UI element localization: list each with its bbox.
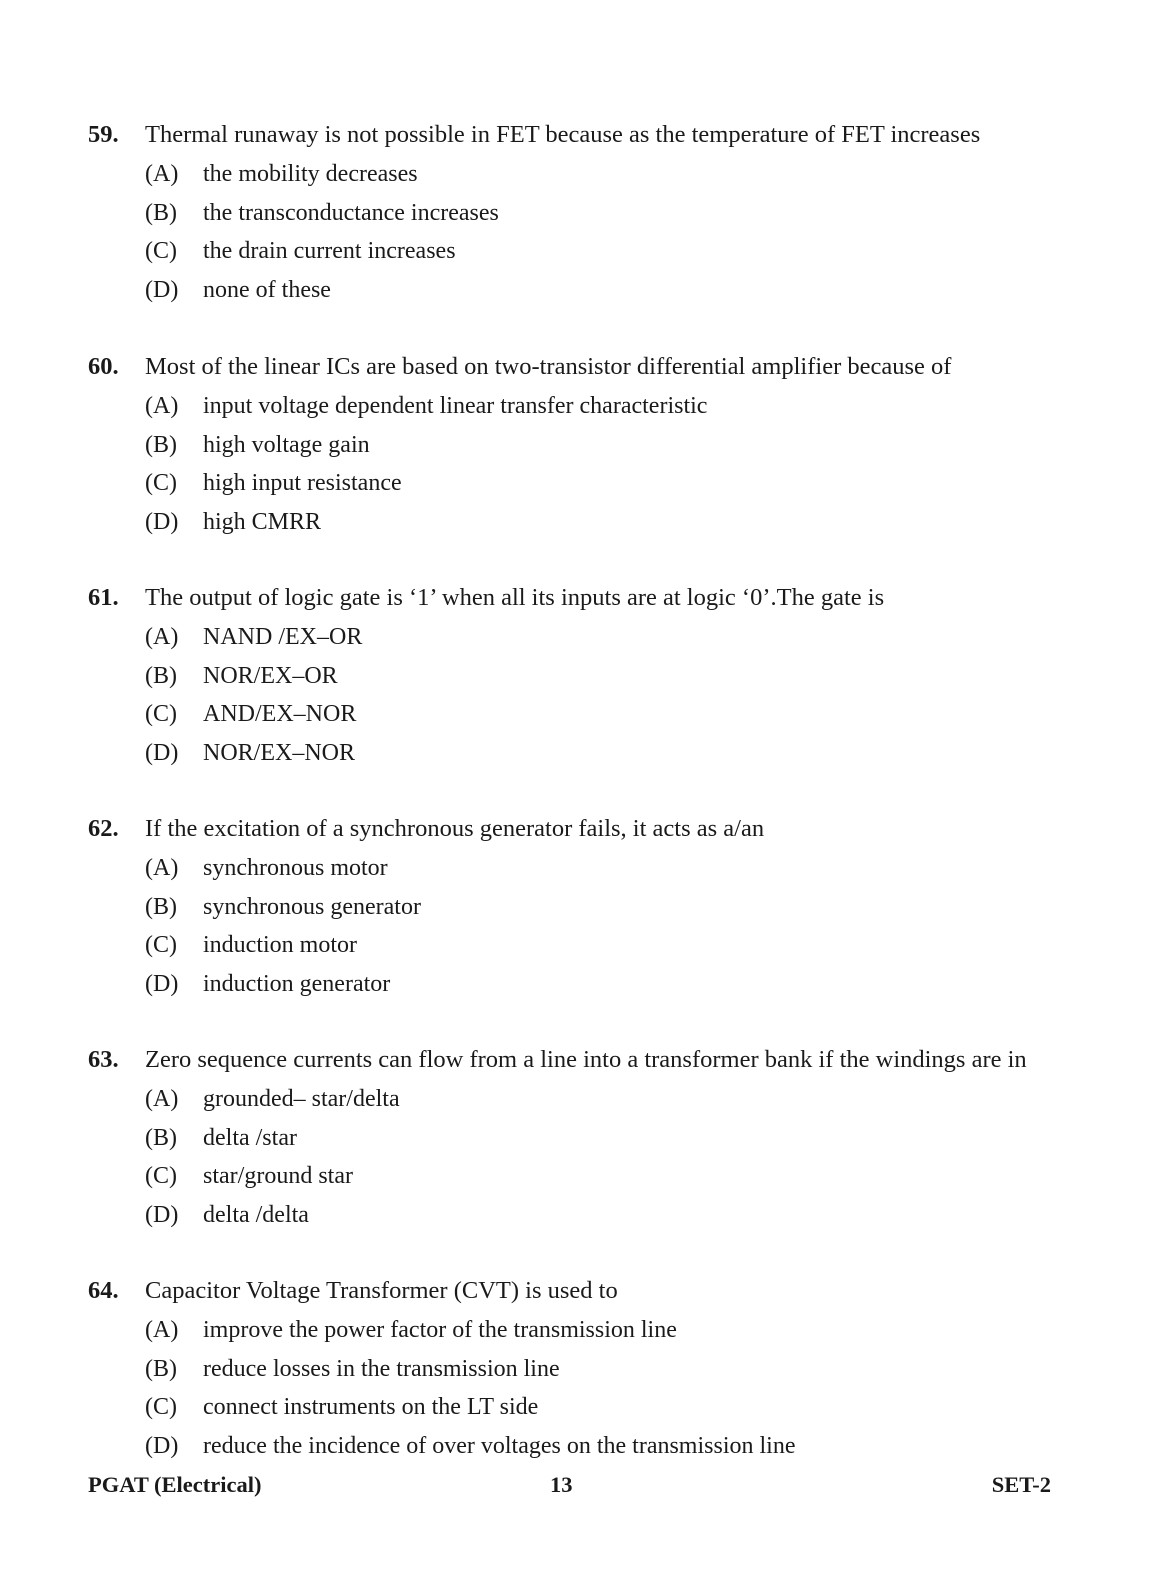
option-letter: (C) [145,932,177,959]
option-letter: (C) [145,701,177,728]
option-text: star/ground star [203,1163,353,1190]
option-d [88,1198,1088,1237]
question-text: Zero sequence currents can flow from a line into a transformer bank if the windings are in [145,1046,1027,1073]
option-a [88,157,1088,196]
question-stem [88,581,1088,615]
option-b [88,1352,1088,1391]
option-c [88,697,1088,736]
option-a [88,851,1088,890]
option-text: improve the power factor of the transmission line [203,1317,677,1343]
option-text: the transconductance increases [203,199,499,226]
option-text: none of these [203,276,331,303]
option-list [88,157,1088,311]
option-text: reduce losses in the transmission line [203,1355,560,1382]
option-letter: (D) [145,970,179,997]
option-b [88,196,1088,235]
option-d [88,736,1088,775]
option-list [88,851,1088,1005]
option-c [88,234,1088,273]
option-d [88,273,1088,312]
option-a [88,1082,1088,1121]
option-text: high CMRR [203,508,322,535]
option-letter: (C) [145,470,177,497]
option-b [88,1121,1088,1160]
page-footer [88,1470,1051,1500]
option-text: NOR/EX–NOR [203,739,356,766]
set-label: SET-2 [991,1472,1051,1497]
option-text: grounded– star/delta [203,1086,400,1112]
option-text: NAND /EX–OR [203,624,363,650]
option-text: reduce the incidence of over voltages on the transmission line [203,1432,796,1459]
option-b [88,428,1088,467]
question-63 [88,1043,1088,1236]
option-letter: (D) [145,1201,179,1228]
question-text: If the excitation of a synchronous generator fails, it acts as a/an [145,815,765,842]
option-text: AND/EX–NOR [203,701,357,728]
option-list [88,389,1088,543]
question-text: Most of the linear ICs are based on two-transistor differential amplifier because of [145,353,952,380]
option-text: the drain current increases [203,238,456,265]
option-letter: (B) [145,199,177,226]
page-number: 13 [550,1472,573,1497]
option-a [88,620,1088,659]
option-list [88,1082,1088,1236]
option-text: NOR/EX–OR [203,662,338,689]
option-text: input voltage dependent linear transfer characteristic [203,393,708,419]
option-c [88,1390,1088,1429]
question-number: 59. [88,121,119,148]
option-c [88,466,1088,505]
question-61 [88,581,1088,774]
option-text: the mobility decreases [203,161,418,187]
question-59 [88,118,1088,311]
question-60 [88,350,1088,543]
option-letter: (A) [145,1317,179,1343]
question-stem [88,1043,1088,1077]
question-62 [88,812,1088,1005]
option-text: induction generator [203,970,391,997]
option-text: high input resistance [203,470,402,497]
option-letter: (B) [145,431,177,458]
option-letter: (A) [145,624,179,650]
option-c [88,928,1088,967]
option-letter: (A) [145,1086,179,1112]
option-list [88,620,1088,774]
question-64 [88,1274,1088,1467]
question-stem [88,812,1088,846]
option-a [88,389,1088,428]
option-letter: (D) [145,739,179,766]
question-text: Capacitor Voltage Transformer (CVT) is used to [145,1277,618,1304]
question-stem [88,118,1088,152]
option-text: delta /delta [203,1201,309,1228]
question-number: 62. [88,815,119,842]
question-stem [88,350,1088,384]
question-number: 60. [88,353,119,380]
option-letter: (C) [145,1163,177,1190]
option-b [88,890,1088,929]
option-letter: (A) [145,161,179,187]
option-c [88,1159,1088,1198]
question-text: The output of logic gate is ‘1’ when all its inputs are at logic ‘0’.The gate is [145,584,885,611]
option-letter: (B) [145,1355,177,1382]
question-stem [88,1274,1088,1308]
option-letter: (D) [145,276,179,303]
option-d [88,505,1088,544]
option-letter: (B) [145,1124,177,1151]
option-letter: (D) [145,1432,179,1459]
exam-title: PGAT (Electrical) [88,1472,262,1497]
option-list [88,1313,1088,1467]
question-text: Thermal runaway is not possible in FET because as the temperature of FET increases [145,121,981,148]
option-letter: (B) [145,662,177,689]
question-number: 61. [88,584,119,611]
option-text: synchronous generator [203,893,421,920]
option-d [88,967,1088,1006]
option-letter: (A) [145,855,179,881]
option-text: connect instruments on the LT side [203,1394,539,1421]
option-text: induction motor [203,932,357,959]
option-text: high voltage gain [203,431,370,458]
option-b [88,659,1088,698]
option-letter: (D) [145,508,179,535]
option-letter: (C) [145,238,177,265]
option-d [88,1429,1088,1468]
option-a [88,1313,1088,1352]
option-letter: (A) [145,393,179,419]
option-letter: (C) [145,1394,177,1421]
question-number: 63. [88,1046,119,1073]
option-text: delta /star [203,1124,297,1151]
option-letter: (B) [145,893,177,920]
option-text: synchronous motor [203,855,388,881]
question-number: 64. [88,1277,119,1304]
